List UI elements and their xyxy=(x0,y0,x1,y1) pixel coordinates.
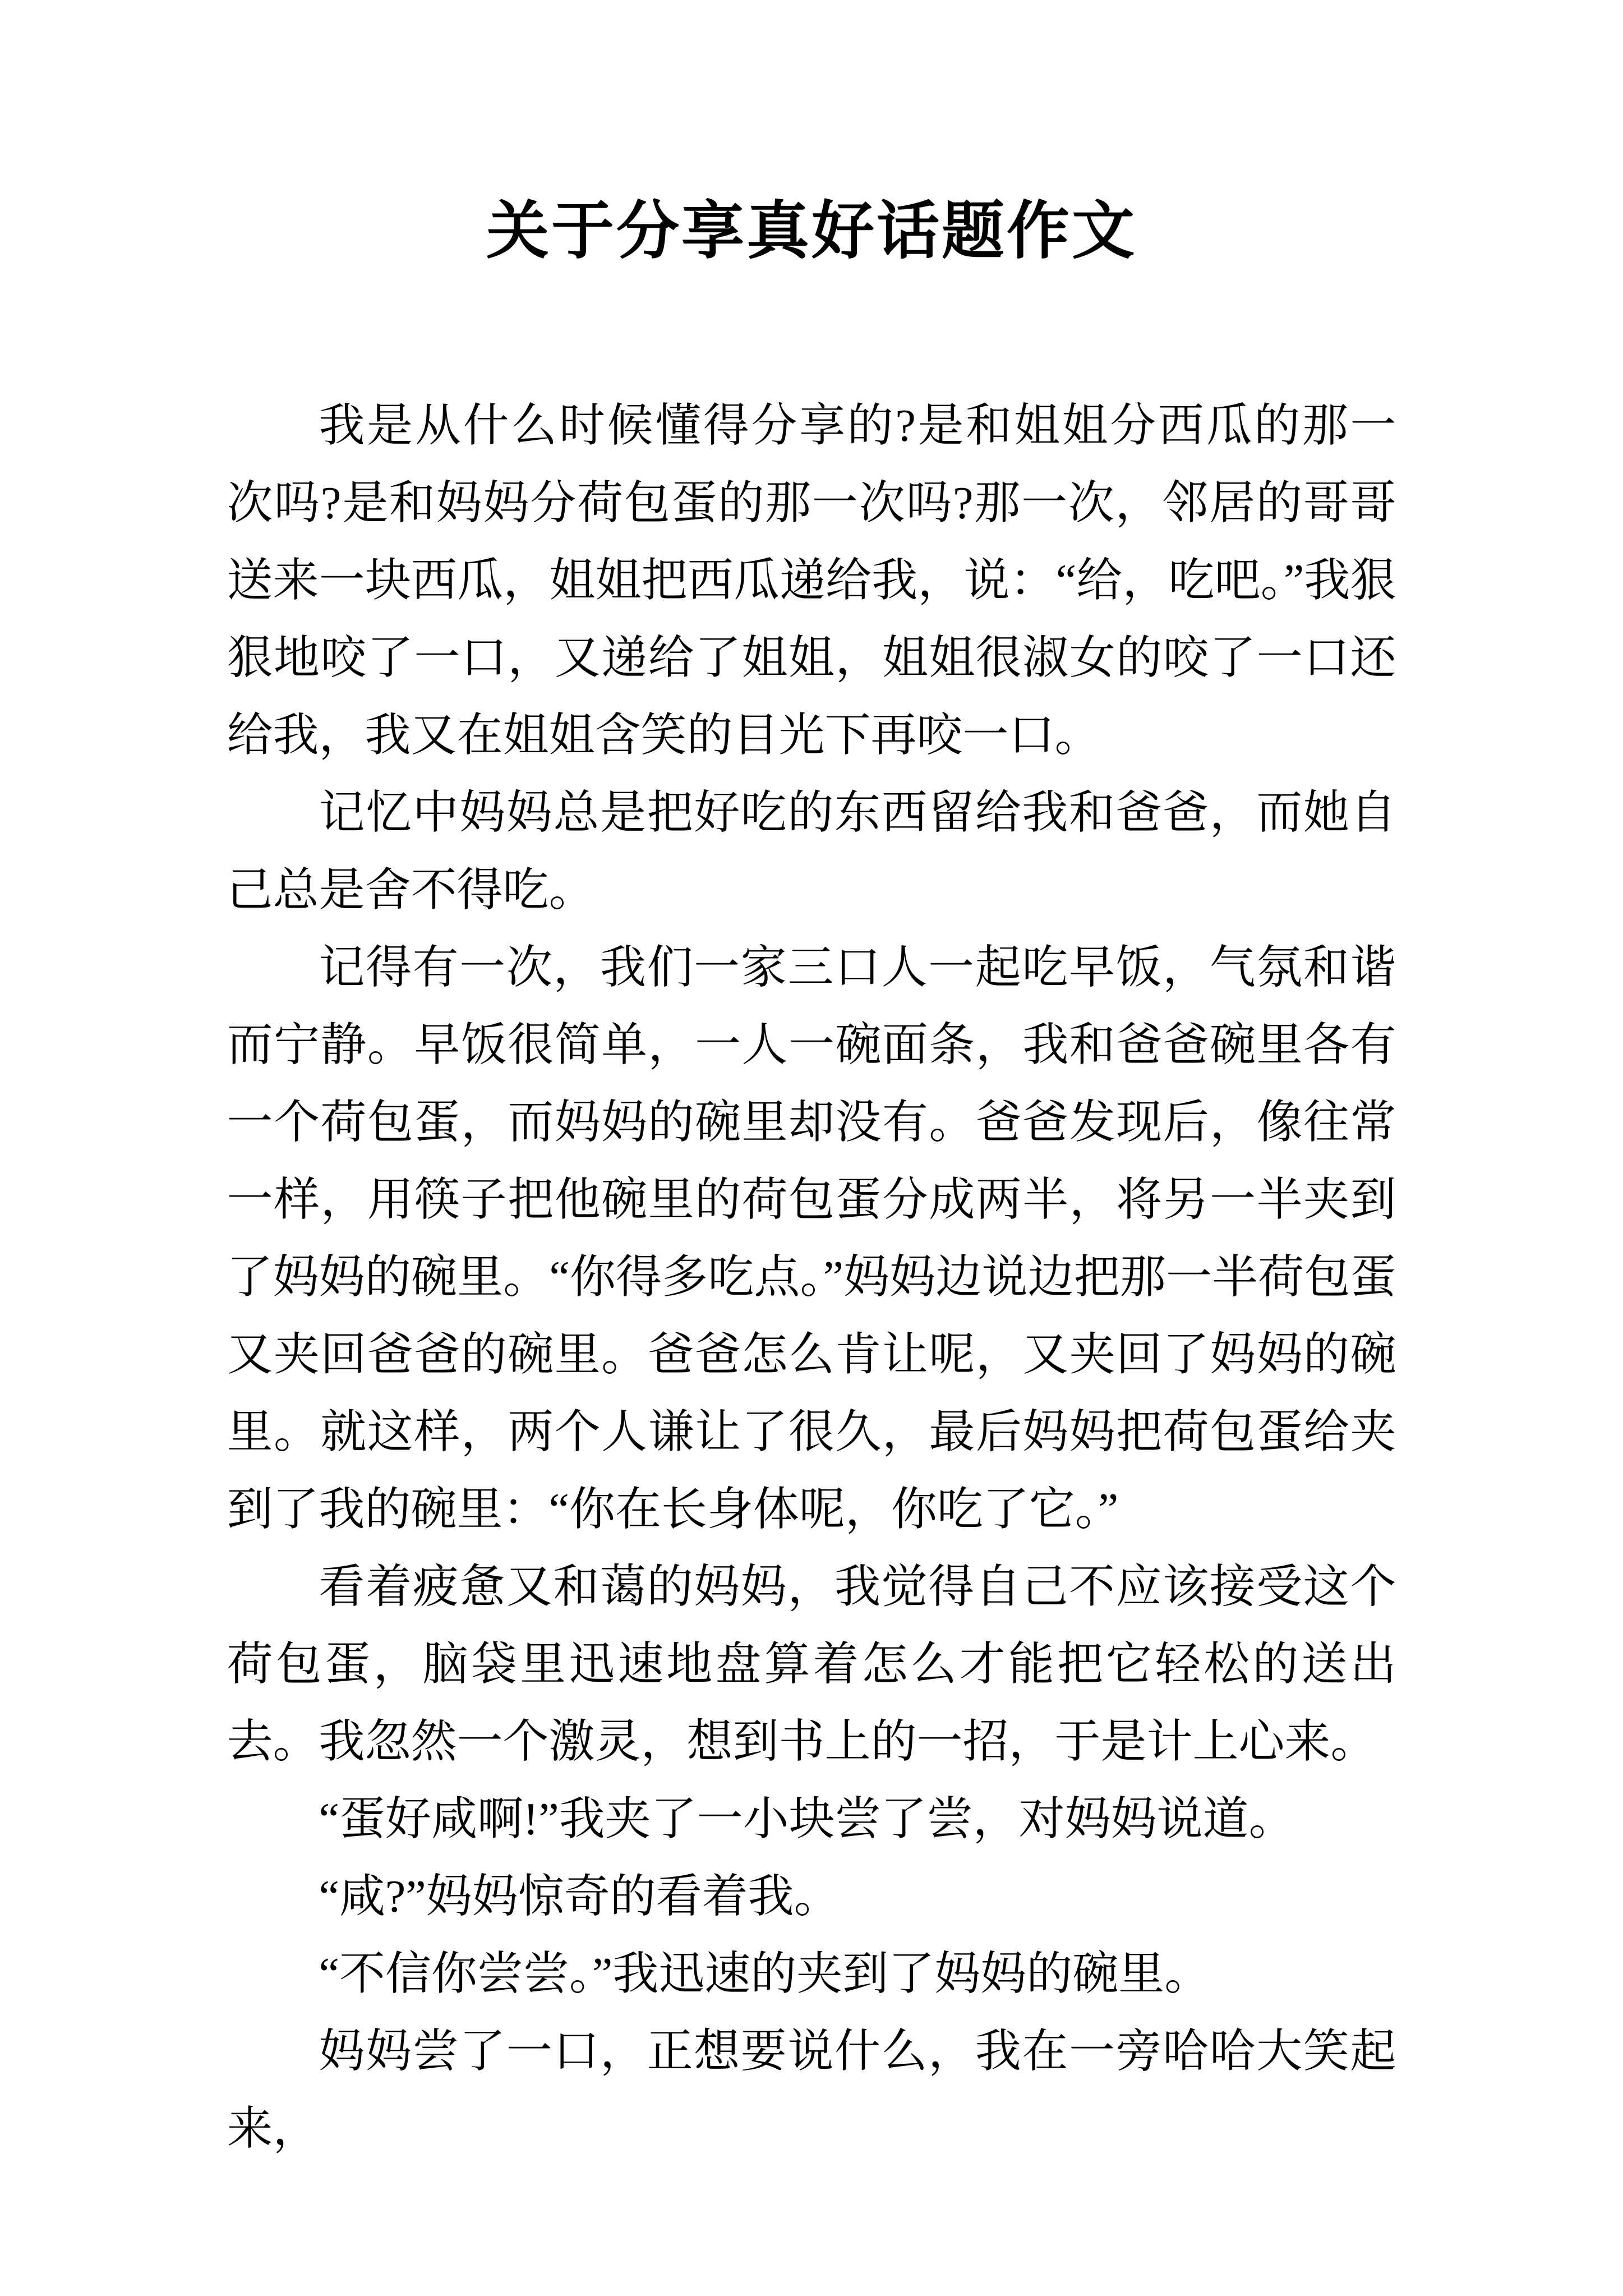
paragraph-2: 记忆中妈妈总是把好吃的东西留给我和爸爸，而她自己总是舍不得吃。 xyxy=(227,787,1396,915)
paragraph-6: “咸?”妈妈惊奇的看着我。 xyxy=(319,1871,840,1922)
paragraph-4: 看着疲惫又和蔼的妈妈，我觉得自己不应该接受这个荷包蛋，脑袋里迅速地盘算着怎么才能把它轻松的送出去。我忽然一个激灵，想到书上的一招，于是计上心来。 xyxy=(227,1561,1396,1767)
paragraph-1: 我是从什么时候懂得分享的?是和姐姐分西瓜的那一次吗?是和妈妈分荷包蛋的那一次吗?那一次，邻居的哥哥送来一块西瓜，姐姐把西瓜递给我，说：“给，吃吧。”我狠狠地咬了一口，又递给了姐姐，姐姐很淑女的咬了一口还给我，我又在姐姐含笑的目光下再咬一口。 xyxy=(227,400,1396,761)
document-body xyxy=(227,387,1396,2168)
paragraph-3: 记得有一次，我们一家三口人一起吃早饭，气氛和谐而宁静。早饭很简单，一人一碗面条，我和爸爸碗里各有一个荷包蛋，而妈妈的碗里却没有。爸爸发现后，像往常一样，用筷子把他碗里的荷包蛋分成两半，将另一半夹到了妈妈的碗里。“你得多吃点。”妈妈边说边把那一半荷包蛋又夹回爸爸的碗里。爸爸怎么肯让呢，又夹回了妈妈的碗里。就这样，两个人谦让了很久，最后妈妈把荷包蛋给夹到了我的碗里：“你在长身体呢，你吃了它。” xyxy=(227,942,1396,1535)
document-title: 关于分享真好话题作文 xyxy=(486,197,1137,266)
paragraph-5: “蛋好咸啊!”我夹了一小块尝了尝，对妈妈说道。 xyxy=(319,1793,1295,1844)
paragraph-7: “不信你尝尝。”我迅速的夹到了妈妈的碗里。 xyxy=(319,1948,1211,1999)
paragraph-8: 妈妈尝了一口，正想要说什么，我在一旁哈哈大笑起来， xyxy=(227,2026,1396,2154)
